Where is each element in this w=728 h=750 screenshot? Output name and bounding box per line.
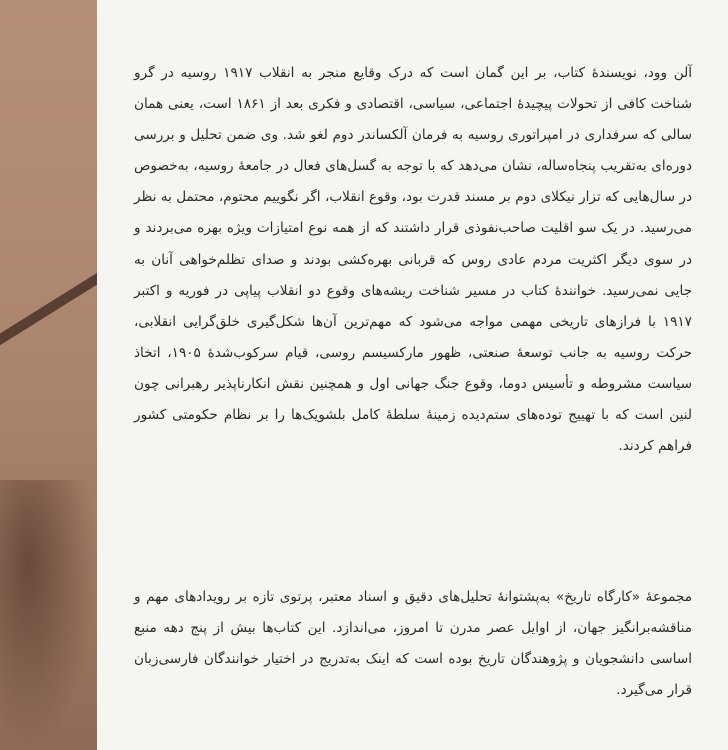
back-cover-page	[97, 0, 728, 750]
description-paragraph	[134, 58, 692, 462]
series-paragraph	[134, 582, 692, 706]
cover-spine-image	[0, 0, 97, 750]
spine-shadow	[0, 480, 97, 750]
spine-dark-stripe	[0, 250, 97, 359]
paragraph-text: آلن وود، نویسندهٔ کتاب، بر این گمان است که درک وقایع منجر به انقلاب ۱۹۱۷ روسیه در گرو شناخت کافی از تحولات پیچیدهٔ اجتماعی، سیاسی، اقتصادی و فکری بعد از ۱۸۶۱ است، یعنی همان سالی که سرفداری در امپراتوری روسیه به فرمان آلکساندر دوم لغو شد. وی ضمن تحلیل و بررسی دوره‌ای به‌تقریب پنجاه‌ساله، نشان می‌دهد که با توجه به گسل‌های فعال در جامعهٔ روسیه، به‌خصوص در سال‌هایی که تزار نیکلای دوم بر مسند قدرت بود، وقوع انقلاب، اگر نگوییم محتوم، محتمل به نظر می‌رسید. در یک سو اقلیت صاحب‌نفوذی قرار داشتند که از همه نوع امتیازات ویژه بهره می‌بردند و در سوی دیگر اکثریت مردم عادی روس که قربانی بهره‌کشی بودند و صدای تظلم‌خواهی آنان به جایی نمی‌رسید. خوانندهٔ کتاب در مسیر شناخت ریشه‌های وقوع دو انقلاب پیاپی در فوریه و اکتبر ۱۹۱۷ با فرازهای تاریخی مهمی مواجه می‌شود که مهم‌ترین آن‌ها شکل‌گیری خلق‌گرایی انقلابی، حرکت روسیه به جانب توسعهٔ صنعتی، ظهور مارکسیسم روسی، قیام سرکوب‌شدهٔ ۱۹۰۵، اتخاذ سیاست مشروطه و تأسیس دوما، وقوع جنگ جهانی اول و همچنین نقش انکارناپذیر رهبرانی چون لنین است که با تهییج توده‌های ستم‌دیده زمینهٔ سلطهٔ کامل بلشویک‌ها را بر نظام حکومتی کشور فراهم کردند.	[134, 65, 693, 455]
paragraph-text: مجموعهٔ «کارگاه تاریخ» به‌پشتوانهٔ تحلیل‌های دقیق و اسناد معتبر، پرتوی تازه بر رویدادهای مهم و مناقشه‌برانگیز جهان، از اوایل عصر مدرن تا امروز، می‌اندازد. این کتاب‌ها بیش از پنج دهه منبع اساسی دانشجویان و پژوهندگان تاریخ بوده است که اینک به‌تدریج در اختیار خوانندگان فارسی‌زبان قرار می‌گیرد.	[134, 589, 692, 699]
